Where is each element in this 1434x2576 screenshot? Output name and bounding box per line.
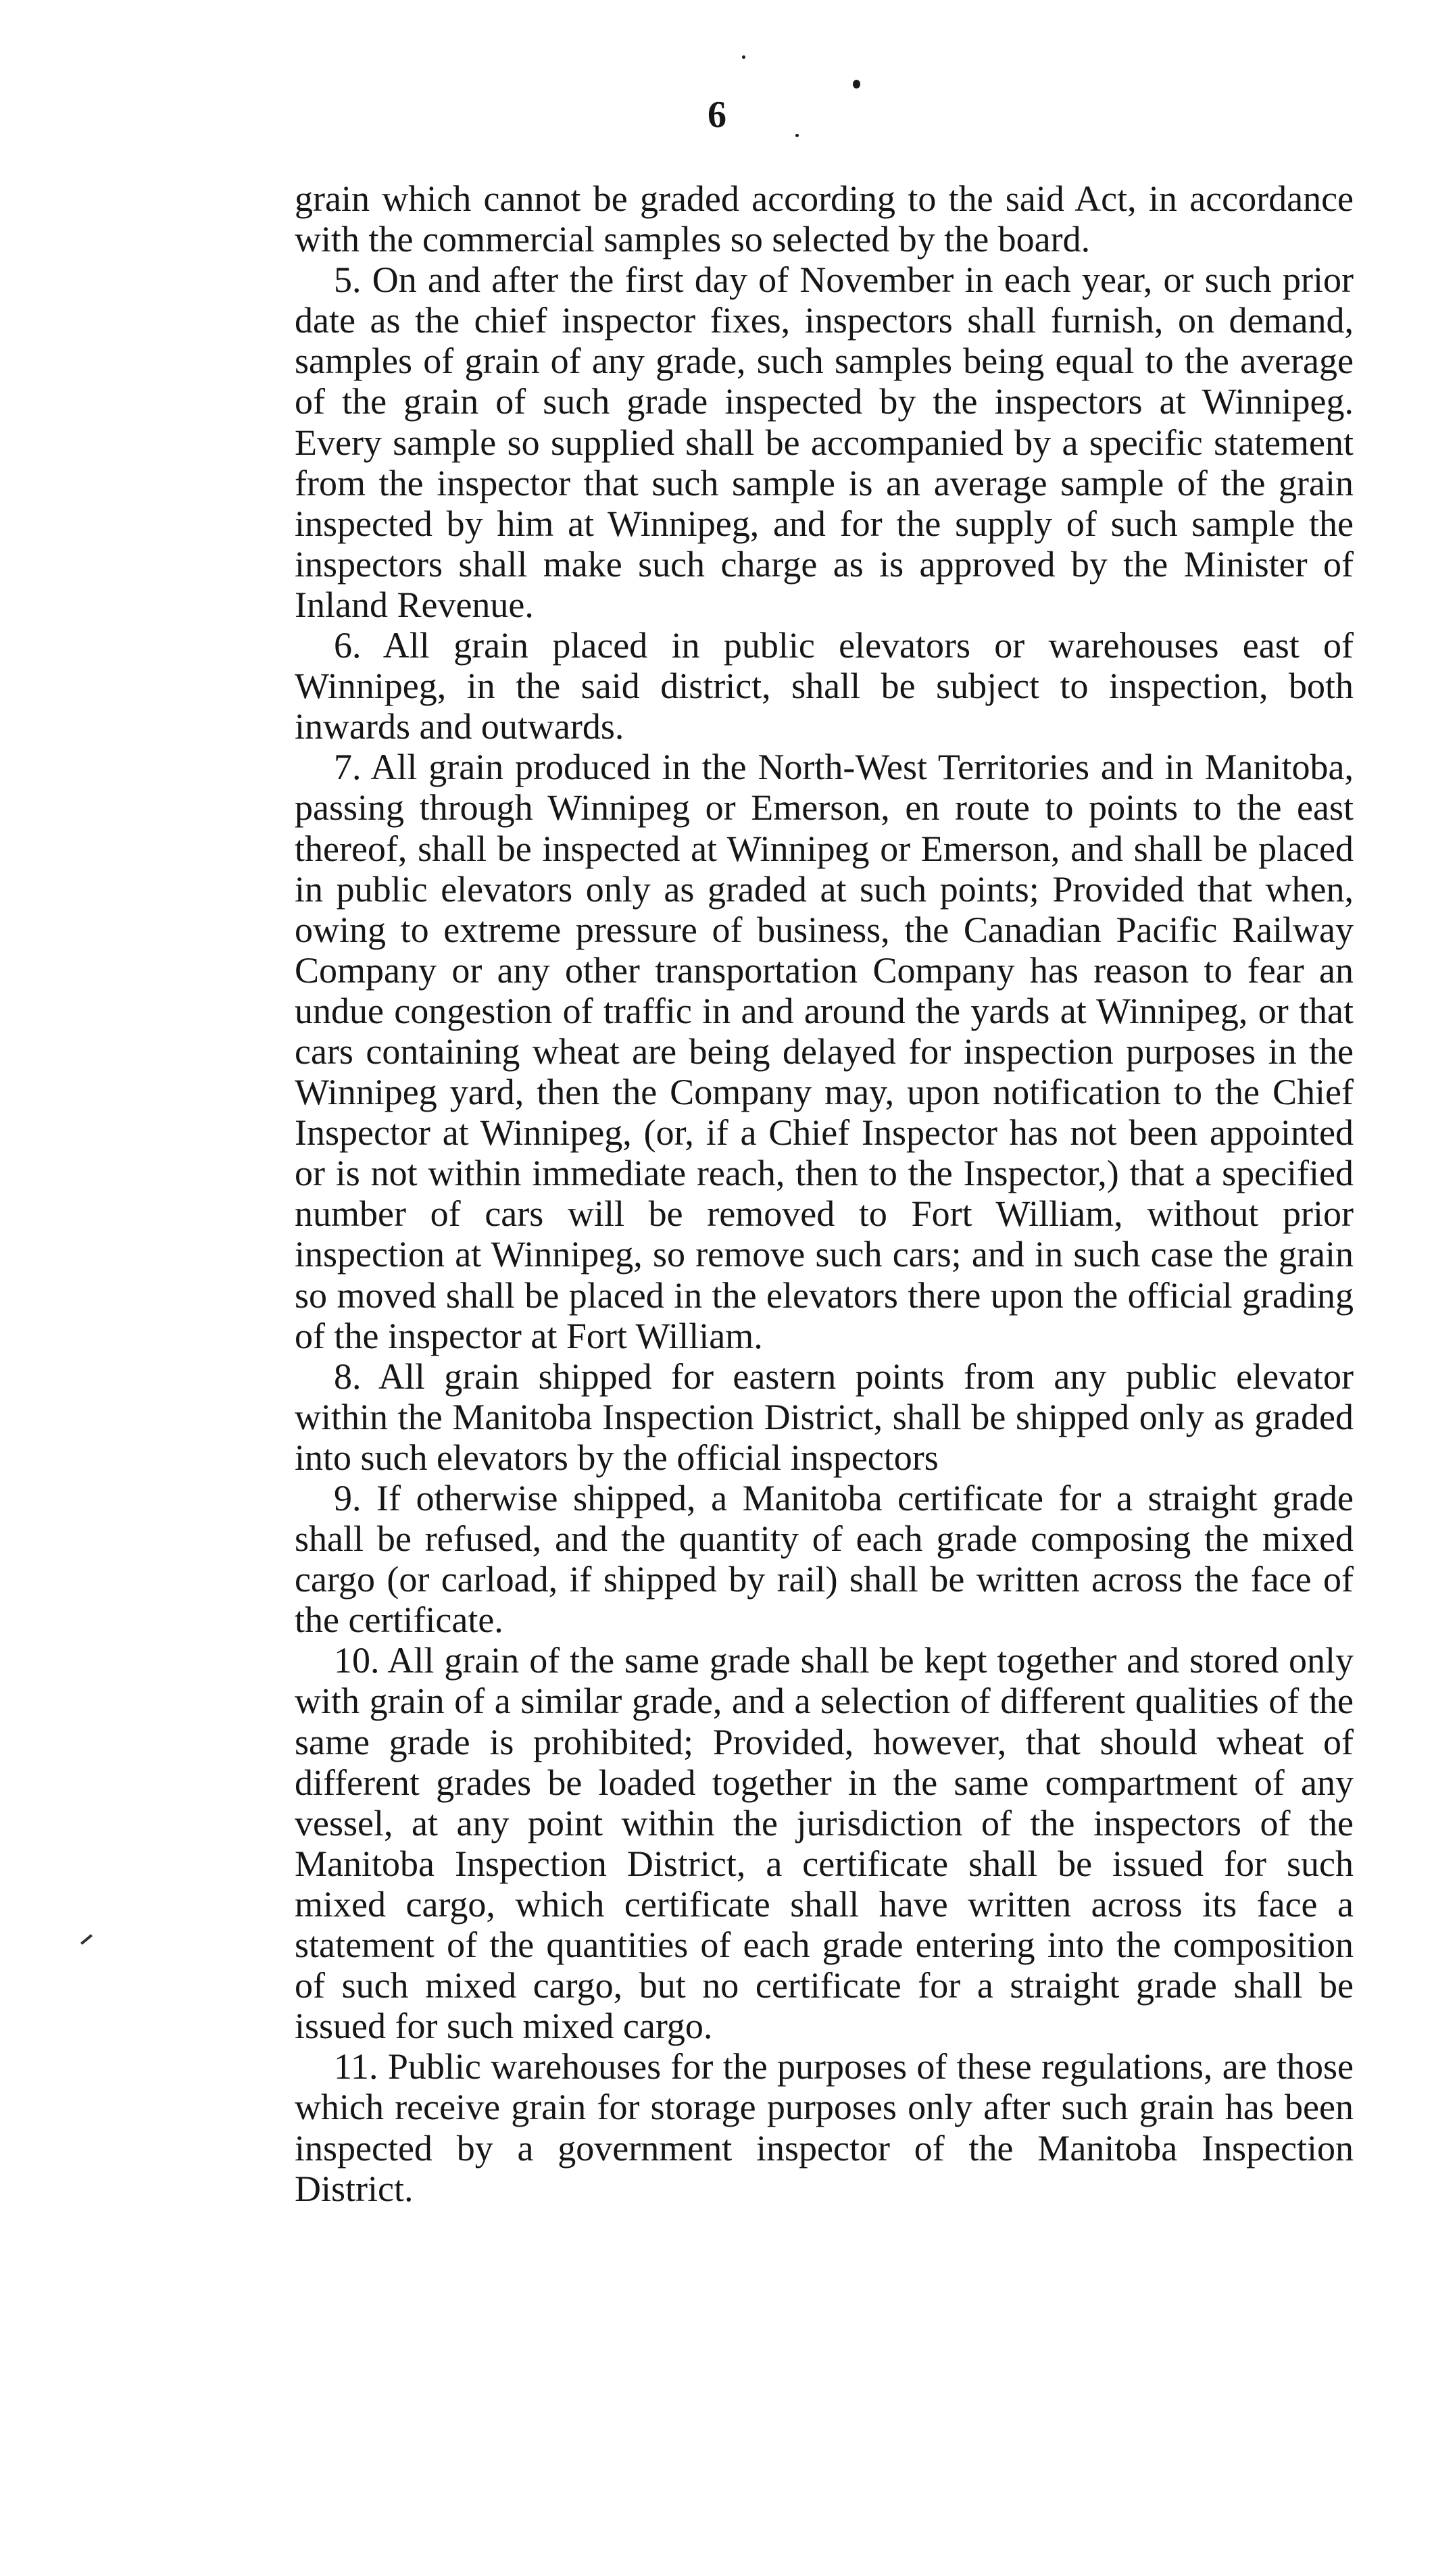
paragraph-continued: grain which cannot be graded according to the said Act, in accordance with the commercial samples so selected by the board. (295, 178, 1354, 260)
page-number: 6 (708, 94, 726, 136)
ink-speck (853, 80, 860, 89)
paragraph-section-11: 11. Public warehouses for the purposes of these regulations, are those which receive grain for storage purposes only after such grain has been inspected by a government inspector of the Manitoba Inspection District. (295, 2046, 1354, 2209)
ink-speck (795, 134, 799, 137)
paragraph-section-8: 8. All grain shipped for eastern points from any public elevator within the Manitoba Inspection District, shall be shipped only as graded into such elevators by the official inspectors (295, 1356, 1354, 1478)
paragraph-section-6: 6. All grain placed in public elevators or warehouses east of Winnipeg, in the said district, shall be subject to inspection, both inwards and outwards. (295, 625, 1354, 747)
body-text (295, 178, 1354, 2209)
paragraph-section-9: 9. If otherwise shipped, a Manitoba certificate for a straight grade shall be refused, and the quantity of each grade composing the mixed cargo (or carload, if shipped by rail) shall be written across the face of the certificate. (295, 1478, 1354, 1641)
paragraph-section-10: 10. All grain of the same grade shall be kept together and stored only with grain of a similar grade, and a selection of different qualities of the same grade is prohibited; Provided, however, that should wheat of different grades be loaded together in the same compartment of any vessel, at any point within the jurisdiction of the inspectors of the Manitoba Inspection District, a certificate shall be issued for such mixed cargo, which certificate shall have written across its face a statement of the quantities of each grade entering into the composition of such mixed cargo, but no certificate for a straight grade shall be issued for such mixed cargo. (295, 1640, 1354, 2047)
margin-mark (80, 1934, 93, 1945)
paragraph-section-7: 7. All grain produced in the North-West Territories and in Manitoba, passing through Winnipeg or Emerson, en route to points to the east thereof, shall be inspected at Winnipeg or Emerson, and shall be placed in public elevators only as graded at such points; Provided that when, owing to extreme pressure of business, the Canadian Pacific Railway Company or any other transportation Company has reason to fear an undue congestion of traffic in and around the yards at Winnipeg, or that cars containing wheat are being delayed for inspection purposes in the Winnipeg yard, then the Company may, upon notification to the Chief Inspector at Winnipeg, (or, if a Chief Inspector has not been appointed or is not within immediate reach, then to the Inspector,) that a specified number of cars will be removed to Fort William, without prior inspection at Winnipeg, so remove such cars; and in such case the grain so moved shall be placed in the elevators there upon the official grading of the inspector at Fort William. (295, 747, 1354, 1356)
ink-speck (742, 55, 745, 59)
paragraph-section-5: 5. On and after the first day of November in each year, or such prior date as the chief inspector fixes, inspectors shall furnish, on demand, samples of grain of any grade, such samples being equal to the average of the grain of such grade inspected by the inspectors at Winnipeg. Every sample so supplied shall be accompanied by a specific statement from the inspector that such sample is an average sample of the grain inspected by him at Winnipeg, and for the supply of such sample the inspectors shall make such charge as is approved by the Minister of Inland Revenue. (295, 259, 1354, 625)
